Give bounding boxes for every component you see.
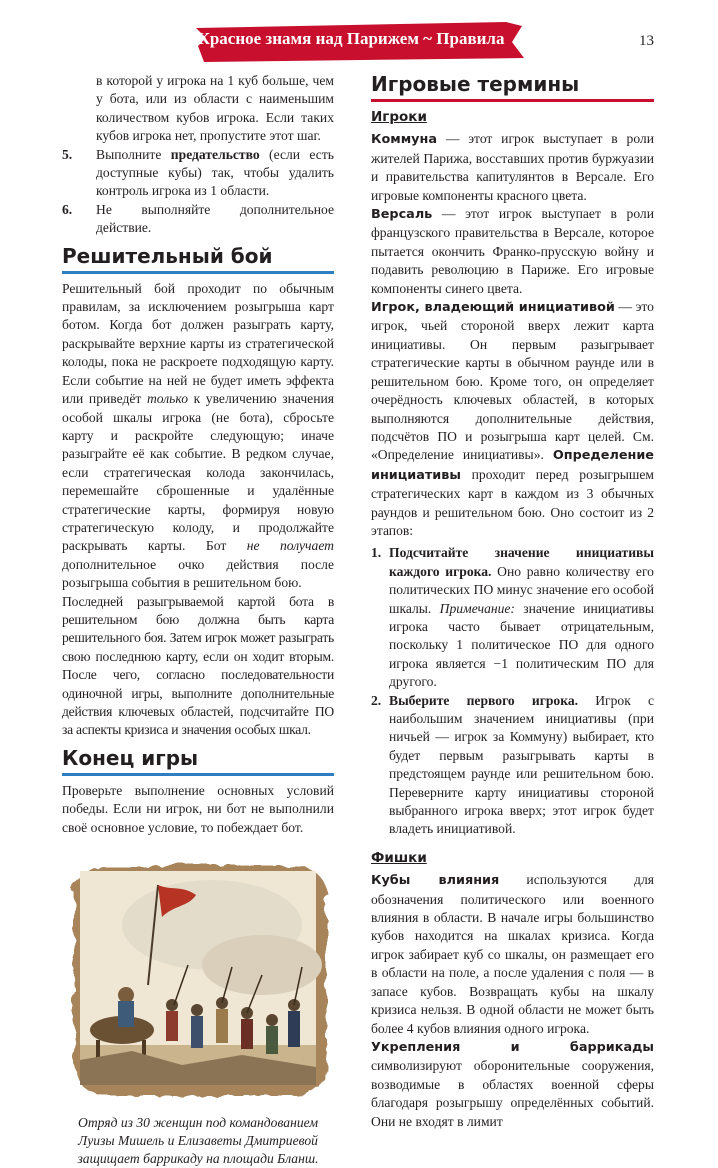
cubes-term: Кубы влияния <box>371 873 500 889</box>
cubes-definition <box>371 871 654 1038</box>
initiative-step-2-text: Игрок с наибольшим значением инициативы (при ничьей — игрок за Коммуну) выбирает, кто будет первым разыгрывать карты в предстоящем раунде или решительном бою. Переверните карту инициативы стороной выбранного игрока вверх; этот игрок будет владеть инициативой. <box>389 692 654 837</box>
decisive-battle-heading: Решительный бой <box>62 244 334 274</box>
initiative-step-2-number: 2. <box>371 692 382 708</box>
illustration-caption: Отряд из 30 женщин под командованием Луизы Мишель и Елизаветы Дмитриевой защищает баррикаду на площади Бланш. <box>77 1115 319 1167</box>
initiative-step-1 <box>371 544 654 691</box>
decisive-text-4: не получает <box>246 538 335 554</box>
end-game-heading: Конец игры <box>62 746 334 776</box>
versailles-term: Версаль <box>371 207 433 223</box>
versailles-text: — этот игрок выступает в роли французского правительства в Версале, которое пытается окончить Франко-прусскую войну и подавить революцию в Париже. Его игровые компоненты синего цвета. <box>371 206 654 296</box>
step-5-term: предательство <box>170 146 260 162</box>
commune-term: Коммуна <box>371 132 437 148</box>
initiative-step-1-title: Подсчитайте значение инициативы каждого игрока. <box>389 545 654 579</box>
versailles-definition <box>371 205 654 298</box>
step-5-number: 5. <box>62 146 73 162</box>
game-terms-heading: Игровые термины <box>371 72 654 102</box>
initiative-step-2 <box>371 692 654 839</box>
determination-term: Определение инициативы <box>371 448 654 483</box>
title-banner <box>196 20 526 62</box>
decisive-text-3: к увеличению значения особой шкалы игрока (не бота), сбросьте карту и раскройте следующую; иначе разыграйте её как событие. В редком случае, если стратегическая колода закончилась, перемешайте сброшенные и удалённые стратегические карты, формируя новую стратегическую колоду, и продолжайте раскрывать карты. Бот <box>62 391 334 554</box>
decisive-text-2: только <box>146 391 188 407</box>
commune-definition <box>371 130 654 205</box>
initiative-term: Игрок, владеющий инициативой <box>371 300 615 316</box>
decisive-text-5: дополнительное очко действия после розыгрыша события в решительном бою. <box>62 556 334 591</box>
fortifications-term: Укрепления и баррикады <box>371 1039 654 1055</box>
initiative-step-1-text: Оно равно количеству его политических ПО минус значение его особой шкалы. <box>389 563 654 616</box>
cubes-text: используются для обозначения политического или военного влияния в области. В начале игры большинство кубов находится на шкалах кризиса. Когда игрок забирает куб со шкалы, он размещает его в области на поле, а после удаления с поля — в запасе кубов. Возвращать кубы на шкалу кризиса нельзя. В одной области не может быть более 4 кубов влияния одного игрока. <box>371 872 654 1036</box>
step-5-text-c: (если есть доступные кубы) так, чтобы удалить контроль игрока из 1 области. <box>96 146 334 199</box>
initiative-step-1-note: значение инициативы игрока часто бывает отрицательным, поскольку 1 политическое ПО для одного игрока является −1 политическим ПО для другого. <box>389 600 654 690</box>
end-game-paragraph: Проверьте выполнение основных условий победы. Если ни игрок, ни бот не выполнили своё основное условие, то побеждает бот. <box>62 782 334 835</box>
page-number: 13 <box>639 33 654 49</box>
tokens-subheading: Фишки <box>371 849 427 866</box>
initiative-text: — это игрок, чьей стороной вверх лежит карта инициативы. Он первым разыгрывает стратегические карты в обычном раунде или в решительном бою. Кроме того, он определяет очерёдность ключевых областей, в которых выполняются дополнительные действия, подсчётов ПО и розыгрыша карт целей. См. «Определение инициативы». <box>371 299 654 463</box>
fortifications-text: символизируют оборонительные сооружения, возводимые в областях военной сферы благодаря розыгрышу определённых событий. Они не входят в лимит <box>371 1058 654 1129</box>
initiative-step-1-number: 1. <box>371 545 382 561</box>
left-column <box>62 72 335 1167</box>
banner-title: Красное знамя над Парижем ~ Правила <box>197 29 505 48</box>
decisive-battle-paragraph-2: Последней разыгрываемой картой бота в решительном бою должна быть карта решительного боя. Затем игрок может разыграть свою последнюю карту, если он ходит вторым. После чего, согласно последовательности одиночной игры, выполните дополнительные действия ключевых областей, подсчитайте ПО за аспекты кризиса и значения особых шкал. <box>62 593 334 738</box>
step-5 <box>62 146 334 201</box>
determination-text: проходит перед розыгрышем стратегических карт в каждом из 3 обычных раундов и решительном бою. Оно состоит из 2 этапов: <box>371 466 654 538</box>
step-6 <box>62 201 334 238</box>
decisive-battle-paragraph-1 <box>62 280 334 593</box>
continued-step-text: в которой у игрока на 1 куб больше, чем у бота, или из области с наименьшим количеством кубов игрока. Если таких кубов игрока нет, пропустите этот шаг. <box>96 73 334 144</box>
barricade-engraving-image <box>62 855 334 1103</box>
step-6-text: Не выполняйте дополнительное действие. <box>96 201 334 236</box>
step-5-text-a: Выполните <box>96 146 171 162</box>
fortifications-definition <box>371 1038 654 1131</box>
step-6-number: 6. <box>62 201 73 217</box>
right-column <box>371 72 654 1131</box>
initiative-definition <box>371 298 654 540</box>
initiative-step-2-title: Выберите первого игрока. <box>389 692 579 708</box>
decisive-text-1: Решительный бой проходит по обычным правилам, за исключением розыгрыша карт ботом. Когда бот должен разыграть карту, раскрывайте верхние карты из стратегической колоды, пока не раскроете подходящую карту. Если событие на ней не будет иметь эффекта или приведёт <box>62 280 334 407</box>
players-subheading: Игроки <box>371 109 427 125</box>
initiative-step-1-note-label: Примечание: <box>439 600 515 616</box>
barricade-illustration <box>62 855 334 1167</box>
commune-text: — этот игрок выступает в роли жителей Парижа, восставших против буржуазии и правительства капитулянтов в Версале. Его игровые компоненты красного цвета. <box>371 131 654 203</box>
